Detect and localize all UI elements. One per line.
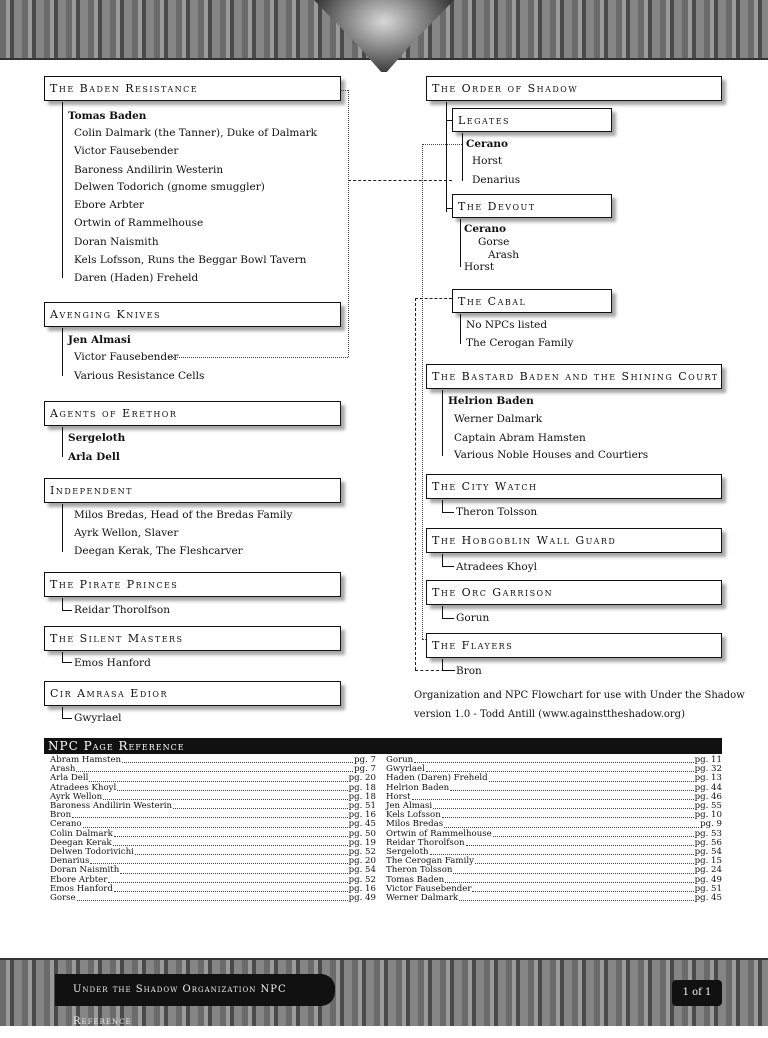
reference-page: pg. 13 [694, 773, 722, 784]
npc-item: Victor Fausebender [74, 145, 179, 157]
npc-item: Atradees Khoyl [456, 561, 537, 573]
leader-dots [412, 793, 694, 800]
box-cabal: The Cabal [452, 289, 612, 313]
reference-page: pg. 7 [354, 755, 376, 765]
box-orc-garrison: The Orc Garrison [426, 580, 722, 605]
reference-page: pg. 24 [694, 865, 722, 876]
tree-line [442, 500, 443, 512]
reference-name: Gorun [386, 755, 414, 765]
npc-item: Arla Dell [68, 451, 120, 463]
leader-dots [135, 848, 348, 855]
reference-row [386, 784, 722, 793]
reference-page: pg. 19 [348, 837, 376, 848]
leader-dots [426, 765, 694, 772]
link-line [422, 144, 423, 639]
leader-dots [445, 876, 693, 883]
reference-page: pg. 51 [694, 883, 722, 894]
npc-item: Kels Lofsson, Runs the Beggar Bowl Tavern [74, 254, 307, 266]
reference-name: Sergeloth [386, 847, 429, 858]
reference-page: pg. 52 [348, 847, 376, 858]
box-devout: The Devout [452, 194, 612, 218]
reference-row [50, 894, 376, 903]
leader-dots [76, 765, 353, 772]
reference-name: Atradees Khoyl [50, 782, 117, 793]
npc-item: Various Noble Houses and Courtiers [454, 449, 649, 461]
reference-column-right [386, 756, 722, 903]
leader-dots [113, 839, 348, 846]
box-order-of-shadow: The Order of Shadow [426, 76, 722, 101]
box-bastard-baden: The Bastard Baden and the Shining Court [426, 364, 722, 389]
npc-item: Arash [488, 249, 520, 261]
tree-line [442, 390, 443, 456]
reference-row [50, 811, 376, 820]
reference-row [50, 848, 376, 857]
leader-dots [489, 774, 694, 781]
leader-dots [90, 857, 347, 864]
npc-item: Gorse [478, 236, 510, 248]
npc-item: Reidar Thorolfson [74, 604, 170, 616]
tree-line [62, 102, 63, 278]
reference-page: pg. 16 [348, 883, 376, 894]
npc-item: Ortwin of Rammelhouse [74, 217, 204, 229]
link-line [415, 298, 416, 670]
leader-dots [120, 866, 347, 873]
reference-title: NPC Page Reference [44, 738, 722, 754]
reference-name: Arash [50, 764, 76, 775]
leader-dots [453, 866, 693, 873]
leader-dots [117, 784, 347, 791]
reference-name: Horst [386, 791, 411, 802]
box-legates: Legates [452, 108, 612, 132]
npc-item: Doran Naismith [74, 236, 159, 248]
link-line [422, 144, 462, 145]
reference-row [50, 756, 376, 765]
npc-item: Theron Tolsson [456, 506, 538, 518]
npc-item: Ayrk Wellon, Slaver [74, 527, 179, 539]
npc-item: Victor Fausebender [74, 351, 179, 363]
npc-item: Delwen Todorich (gnome smuggler) [74, 181, 265, 193]
reference-name: Haden (Daren) Freheld [386, 773, 488, 784]
npc-item: Tomas Baden [68, 110, 147, 122]
reference-page: pg. 11 [694, 755, 722, 765]
leader-dots [103, 793, 347, 800]
npc-item: Various Resistance Cells [74, 370, 205, 382]
reference-name: Delwen Todorivichi [50, 847, 134, 858]
npc-item: Helrion Baden [448, 395, 534, 407]
npc-item: No NPCs listed [466, 319, 548, 331]
tree-line [442, 659, 443, 670]
npc-item: Denarius [472, 174, 521, 186]
tree-line [442, 554, 443, 566]
leader-dots [114, 830, 348, 837]
leader-dots [89, 774, 347, 781]
reference-page: pg. 56 [694, 837, 722, 848]
reference-name: Helrion Baden [386, 782, 450, 793]
reference-name: Theron Tolsson [386, 865, 453, 876]
npc-item: Horst [472, 155, 503, 167]
reference-name: Milos Bredas [386, 819, 444, 830]
reference-page: pg. 7 [354, 764, 376, 775]
tree-line [62, 598, 63, 610]
reference-page: pg. 10 [694, 810, 722, 821]
reference-name: Gwyrlael [386, 764, 425, 775]
reference-page: pg. 49 [694, 874, 722, 885]
reference-page: pg. 15 [694, 856, 722, 867]
link-line [168, 357, 348, 358]
npc-item: Sergeloth [68, 432, 126, 444]
reference-name: Ortwin of Rammelhouse [386, 828, 492, 839]
box-hobgoblin-wall-guard: The Hobgoblin Wall Guard [426, 528, 722, 553]
leader-dots [414, 756, 693, 763]
tree-line [442, 670, 454, 671]
reference-page: pg. 16 [348, 810, 376, 821]
npc-item: Gwyrlael [74, 712, 122, 724]
reference-name: The Cerogan Family [386, 856, 474, 867]
npc-item: Jen Almasi [68, 334, 131, 346]
leader-dots [72, 811, 347, 818]
ornament-icon [314, 0, 454, 72]
reference-page: pg. 20 [348, 773, 376, 784]
leader-dots [450, 784, 693, 791]
reference-name: Victor Fausebender [386, 883, 472, 894]
reference-page: pg. 54 [694, 847, 722, 858]
box-flayers: The Flayers [426, 633, 722, 658]
reference-name: Doran Naismith [50, 865, 120, 876]
leader-dots [459, 894, 693, 901]
reference-row [386, 793, 722, 802]
reference-name: Tomas Baden [386, 874, 445, 885]
tree-line [462, 133, 463, 181]
leader-dots [108, 876, 347, 883]
reference-name: Cerano [50, 819, 82, 830]
leader-dots [472, 885, 693, 892]
footer-title: Under the Shadow Organization NPC Reference [55, 974, 335, 1006]
npc-item: Milos Bredas, Head of the Bredas Family [74, 509, 293, 521]
tree-line [62, 427, 63, 457]
reference-page: pg. 45 [694, 893, 722, 904]
npc-item: The Cerogan Family [466, 337, 574, 349]
leader-dots [173, 802, 348, 809]
box-independent: Independent [44, 478, 341, 503]
reference-name: Ayrk Wellon [50, 791, 103, 802]
reference-page: pg. 18 [348, 782, 376, 793]
reference-page: pg. 55 [694, 801, 722, 812]
caption: Organization and NPC Flowchart for use with Under the Shadow version 1.0 - Todd Antill (www.againsttheshadow.org) [414, 690, 745, 720]
reference-row [386, 756, 722, 765]
leader-dots [114, 885, 348, 892]
box-silent-masters: The Silent Masters [44, 626, 341, 651]
reference-row [386, 894, 722, 903]
leader-dots [77, 894, 348, 901]
reference-name: Gorse [50, 893, 76, 904]
leader-dots [493, 830, 694, 837]
leader-dots [122, 756, 353, 763]
tree-line [442, 606, 443, 618]
box-city-watch: The City Watch [426, 474, 722, 499]
npc-item: Daren (Haden) Freheld [74, 272, 199, 284]
reference-row [50, 765, 376, 774]
reference-page: pg. 49 [348, 893, 376, 904]
npc-item: Deegan Kerak, The Fleshcarver [74, 545, 243, 557]
reference-name: Jen Almasi [386, 801, 433, 812]
leader-dots [442, 811, 694, 818]
reference-page: pg. 50 [348, 828, 376, 839]
link-line [341, 90, 348, 91]
reference-page: pg. 52 [348, 874, 376, 885]
npc-item: Colin Dalmark (the Tanner), Duke of Dalmark [74, 127, 318, 139]
npc-item: Captain Abram Hamsten [454, 432, 586, 444]
box-cir-amrasa-edior: Cir Amrasa Edior [44, 681, 341, 706]
box-agents-of-erethor: Agents of Erethor [44, 401, 341, 426]
reference-row [386, 839, 722, 848]
leader-dots [430, 848, 694, 855]
reference-name: Ebore Arbter [50, 874, 108, 885]
reference-page: pg. 18 [348, 791, 376, 802]
tree-line [460, 219, 461, 267]
top-border [0, 0, 768, 60]
tree-line [62, 652, 63, 662]
reference-page: pg. 46 [694, 791, 722, 802]
tree-line [446, 102, 447, 212]
npc-item: Horst [464, 261, 495, 273]
npc-item: Gorun [456, 612, 490, 624]
reference-page: pg. 9 [700, 819, 722, 830]
npc-item: Emos Hanford [74, 657, 151, 669]
tree-line [442, 512, 454, 513]
reference-name: Baroness Andilirin Westerin [50, 801, 173, 812]
reference-column-left [50, 756, 376, 903]
reference-page: pg. 20 [348, 856, 376, 867]
link-line [348, 90, 349, 357]
reference-name: Bron [50, 810, 72, 821]
reference-name: Abram Hamsten [50, 755, 122, 765]
leader-dots [433, 802, 693, 809]
link-line [415, 298, 452, 299]
reference-name: Werner Dalmark [386, 893, 459, 904]
tree-line [442, 618, 454, 619]
reference-page: pg. 54 [348, 865, 376, 876]
box-avenging-knives: Avenging Knives [44, 302, 341, 327]
tree-line [62, 707, 63, 718]
tree-line [62, 718, 72, 719]
reference-name: Arla Dell [50, 773, 89, 784]
leader-dots [475, 857, 694, 864]
link-line [348, 180, 452, 181]
reference-name: Deegan Kerak [50, 837, 112, 848]
leader-dots [466, 839, 694, 846]
tree-line [62, 662, 72, 663]
tree-line [62, 328, 63, 376]
npc-item: Werner Dalmark [454, 413, 543, 425]
reference-page: pg. 32 [694, 764, 722, 775]
reference-row [50, 885, 376, 894]
box-pirate-princes: The Pirate Princes [44, 572, 341, 597]
reference-page: pg. 53 [694, 828, 722, 839]
tree-line [62, 610, 72, 611]
npc-item: Bron [456, 665, 482, 677]
tree-line [460, 314, 461, 344]
npc-item: Cerano [464, 223, 507, 235]
reference-row [50, 802, 376, 811]
npc-item: Ebore Arbter [74, 199, 145, 211]
reference-name: Emos Hanford [50, 883, 113, 894]
leader-dots [83, 820, 348, 827]
reference-name: Kels Lofsson [386, 810, 441, 821]
tree-line [442, 566, 454, 567]
reference-name: Denarius [50, 856, 90, 867]
reference-name: Colin Dalmark [50, 828, 113, 839]
tree-line [62, 504, 63, 552]
npc-item: Cerano [466, 138, 509, 150]
reference-name: Reidar Thorolfson [386, 837, 465, 848]
reference-page: pg. 51 [348, 801, 376, 812]
reference-page: pg. 44 [694, 782, 722, 793]
leader-dots [444, 820, 699, 827]
npc-item: Baroness Andilirin Westerin [74, 164, 224, 176]
box-baden-resistance: The Baden Resistance [44, 76, 341, 101]
page-number: 1 of 1 [672, 980, 722, 1006]
reference-page: pg. 45 [348, 819, 376, 830]
